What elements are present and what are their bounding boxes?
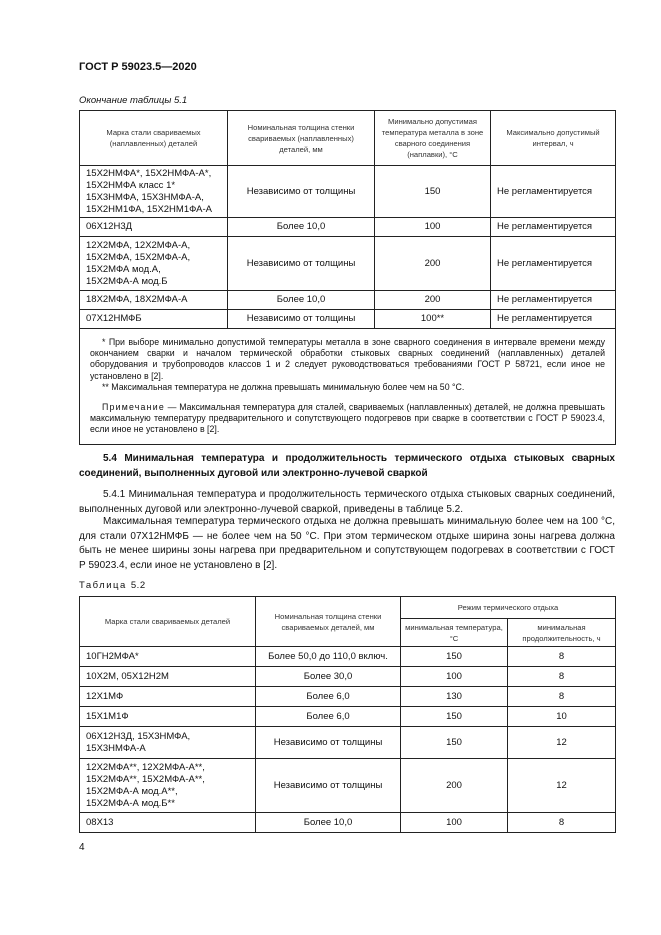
thickness-cell: Более 30,0 xyxy=(256,667,401,687)
thickness-cell: Более 10,0 xyxy=(256,813,401,833)
temperature-cell: 200 xyxy=(375,291,491,310)
thickness-cell: Более 6,0 xyxy=(256,707,401,727)
steel-grade-line: 06Х12Н3Д, 15Х3НМФА, xyxy=(86,730,191,742)
table-row xyxy=(80,707,616,727)
table-header-row xyxy=(80,597,616,619)
steel-grade-line: 12Х2МФА, 12Х2МФА-А, xyxy=(86,239,191,251)
temperature-cell: 200 xyxy=(375,237,491,291)
steel-grade-cell: 10Х2М, 05Х12Н2М xyxy=(80,667,256,687)
caption-label: Таблица xyxy=(79,580,127,591)
steel-grade-cell: 10ГН2МФА* xyxy=(80,647,256,667)
duration-cell: 8 xyxy=(508,647,616,667)
temperature-cell: 150 xyxy=(401,727,508,759)
table-5-2 xyxy=(79,596,616,833)
temperature-cell: 100 xyxy=(401,667,508,687)
table-notes xyxy=(80,329,616,445)
table-row xyxy=(80,727,616,759)
duration-cell: 12 xyxy=(508,759,616,813)
thickness-cell: Независимо от толщины xyxy=(256,727,401,759)
duration-cell: 12 xyxy=(508,727,616,759)
duration-cell: 10 xyxy=(508,707,616,727)
steel-grade-line: 15Х3НМФА, 15Х3НМФА-А, xyxy=(86,191,204,203)
column-header: минимальная температура, °С xyxy=(401,619,508,647)
table-header-row xyxy=(80,111,616,166)
temperature-cell: 100 xyxy=(401,813,508,833)
column-header: минимальная продолжительность, ч xyxy=(508,619,616,647)
steel-grade-line: 15Х2МФА-А мод.Б xyxy=(86,275,168,287)
temperature-cell: 150 xyxy=(375,166,491,218)
steel-grade-line: 15Х2МФА-А мод.Б** xyxy=(86,797,175,809)
column-header: Максимально допустимый интервал, ч xyxy=(491,111,616,166)
table-remark xyxy=(90,402,605,436)
column-header: Номинальная толщина стенки свариваемых (наплавленных) деталей, мм xyxy=(228,111,375,166)
thickness-cell: Независимо от толщины xyxy=(256,759,401,813)
table1-caption: Окончание таблицы 5.1 xyxy=(79,95,188,106)
steel-grade-line: 15Х3НМФА-А xyxy=(86,742,146,754)
document-title: ГОСТ Р 59023.5—2020 xyxy=(79,61,197,73)
duration-cell: 8 xyxy=(508,687,616,707)
steel-grade-cell xyxy=(80,166,228,218)
paragraph: 5.4.1 Минимальная температура и продолжительность термического отдыха стыковых сварных соединений, выполненных дуговой или электронно-лучевой сваркой, приведены в таблице 5.2. xyxy=(79,489,615,515)
table2-caption xyxy=(79,580,146,591)
footnote-1: * При выборе минимально допустимой температуры металла в зоне сварного соединения в интервале времени между окончанием сварки и началом термической обработки стыковых сварных соединений (наплавленных) деталей оборудования и трубопроводов классов 1 и 2 следует руководствоваться требованиями ГОСТ Р 58721, если иное не установлено в [2]. xyxy=(90,337,605,381)
steel-grade-line: 15Х2МФА, 15Х2МФА-А, xyxy=(86,251,191,263)
footnote-2: ** Максимальная температура не должна превышать минимальную более чем на 50 °С. xyxy=(102,381,465,392)
steel-grade-cell: 15Х1М1Ф xyxy=(80,707,256,727)
thickness-cell: Независимо от толщины xyxy=(228,237,375,291)
interval-cell: Не регламентируется xyxy=(491,310,616,329)
duration-cell: 8 xyxy=(508,813,616,833)
temperature-cell: 130 xyxy=(401,687,508,707)
table-row xyxy=(80,813,616,833)
table-row xyxy=(80,291,616,310)
steel-grade-cell: 12Х1МФ xyxy=(80,687,256,707)
table-row xyxy=(80,166,616,218)
duration-cell: 8 xyxy=(508,667,616,687)
steel-grade-line: 15Х2НМ1ФА, 15Х2НМ1ФА-А xyxy=(86,203,212,215)
temperature-cell: 200 xyxy=(401,759,508,813)
steel-grade-line: 15Х2МФА-А мод.А**, xyxy=(86,785,178,797)
thickness-cell: Более 6,0 xyxy=(256,687,401,707)
table-row xyxy=(80,759,616,813)
steel-grade-cell: 07Х12НМФБ xyxy=(80,310,228,329)
steel-grade-cell: 18Х2МФА, 18Х2МФА-А xyxy=(80,291,228,310)
table-row xyxy=(80,647,616,667)
column-header: Минимально допустимая температура металла в зоне сварного соединения (наплавки), °С xyxy=(375,111,491,166)
steel-grade-line: 15Х2МФА**, 15Х2МФА-А**, xyxy=(86,773,205,785)
temperature-cell: 100 xyxy=(375,218,491,237)
caption-number: 5.2 xyxy=(130,580,146,591)
column-header: Номинальная толщина стенки свариваемых деталей, мм xyxy=(256,597,401,647)
steel-grade-cell: 06Х12Н3Д xyxy=(80,218,228,237)
steel-grade-line: 15Х2МФА мод.А, xyxy=(86,263,161,275)
temperature-cell: 100** xyxy=(375,310,491,329)
column-header: Режим термического отдыха xyxy=(401,597,616,619)
steel-grade-line: 12Х2МФА**, 12Х2МФА-А**, xyxy=(86,761,205,773)
table-row xyxy=(80,218,616,237)
steel-grade-cell xyxy=(80,759,256,813)
thickness-cell: Более 50,0 до 110,0 включ. xyxy=(256,647,401,667)
table-5-1 xyxy=(79,110,616,445)
interval-cell: Не регламентируется xyxy=(491,166,616,218)
interval-cell: Не регламентируется xyxy=(491,237,616,291)
remark-text: — Максимальная температура для сталей, свариваемых (наплавленных) деталей, не должна превышать максимальную температуру предварительного и сопутствующего подогревов при сварке в соответствии с ГОСТ Р 59023.4, если иное не установлено в [2]. xyxy=(90,402,605,435)
section-heading: 5.4 Минимальная температура и продолжительность термического отдыха стыковых сварных соединений, выполненных дуговой или электронно-лучевой сваркой xyxy=(79,453,615,479)
temperature-cell: 150 xyxy=(401,647,508,667)
steel-grade-cell xyxy=(80,727,256,759)
page-number: 4 xyxy=(79,842,85,853)
remark-label: Примечание xyxy=(102,402,165,413)
steel-grade-cell xyxy=(80,237,228,291)
paragraph: Максимальная температура термического отдыха не должна превышать минимальную более чем на 100 °С, для стали 07Х12НМФБ — не более чем на 50 °С. При этом термическом отдыхе ширина зоны нагрева должна быть не менее ширины зоны нагрева при предварительном и сопутствующем подогревах в соответствии с ГОСТ Р 59023.4, если иное не установлено в [2]. xyxy=(79,516,615,571)
thickness-cell: Независимо от толщины xyxy=(228,166,375,218)
thickness-cell: Более 10,0 xyxy=(228,291,375,310)
interval-cell: Не регламентируется xyxy=(491,218,616,237)
table-row xyxy=(80,237,616,291)
temperature-cell: 150 xyxy=(401,707,508,727)
column-header: Марка стали свариваемых деталей xyxy=(80,597,256,647)
thickness-cell: Более 10,0 xyxy=(228,218,375,237)
table-row xyxy=(80,687,616,707)
steel-grade-line: 15Х2НМФА*, 15Х2НМФА-А*, xyxy=(86,167,212,179)
steel-grade-line: 15Х2НМФА класс 1* xyxy=(86,179,176,191)
column-header: Марка стали свариваемых (наплавленных) деталей xyxy=(80,111,228,166)
spacer xyxy=(90,393,605,402)
steel-grade-cell: 08Х13 xyxy=(80,813,256,833)
table-notes-row xyxy=(80,329,616,445)
thickness-cell: Независимо от толщины xyxy=(228,310,375,329)
table-row xyxy=(80,310,616,329)
interval-cell: Не регламентируется xyxy=(491,291,616,310)
table-row xyxy=(80,667,616,687)
